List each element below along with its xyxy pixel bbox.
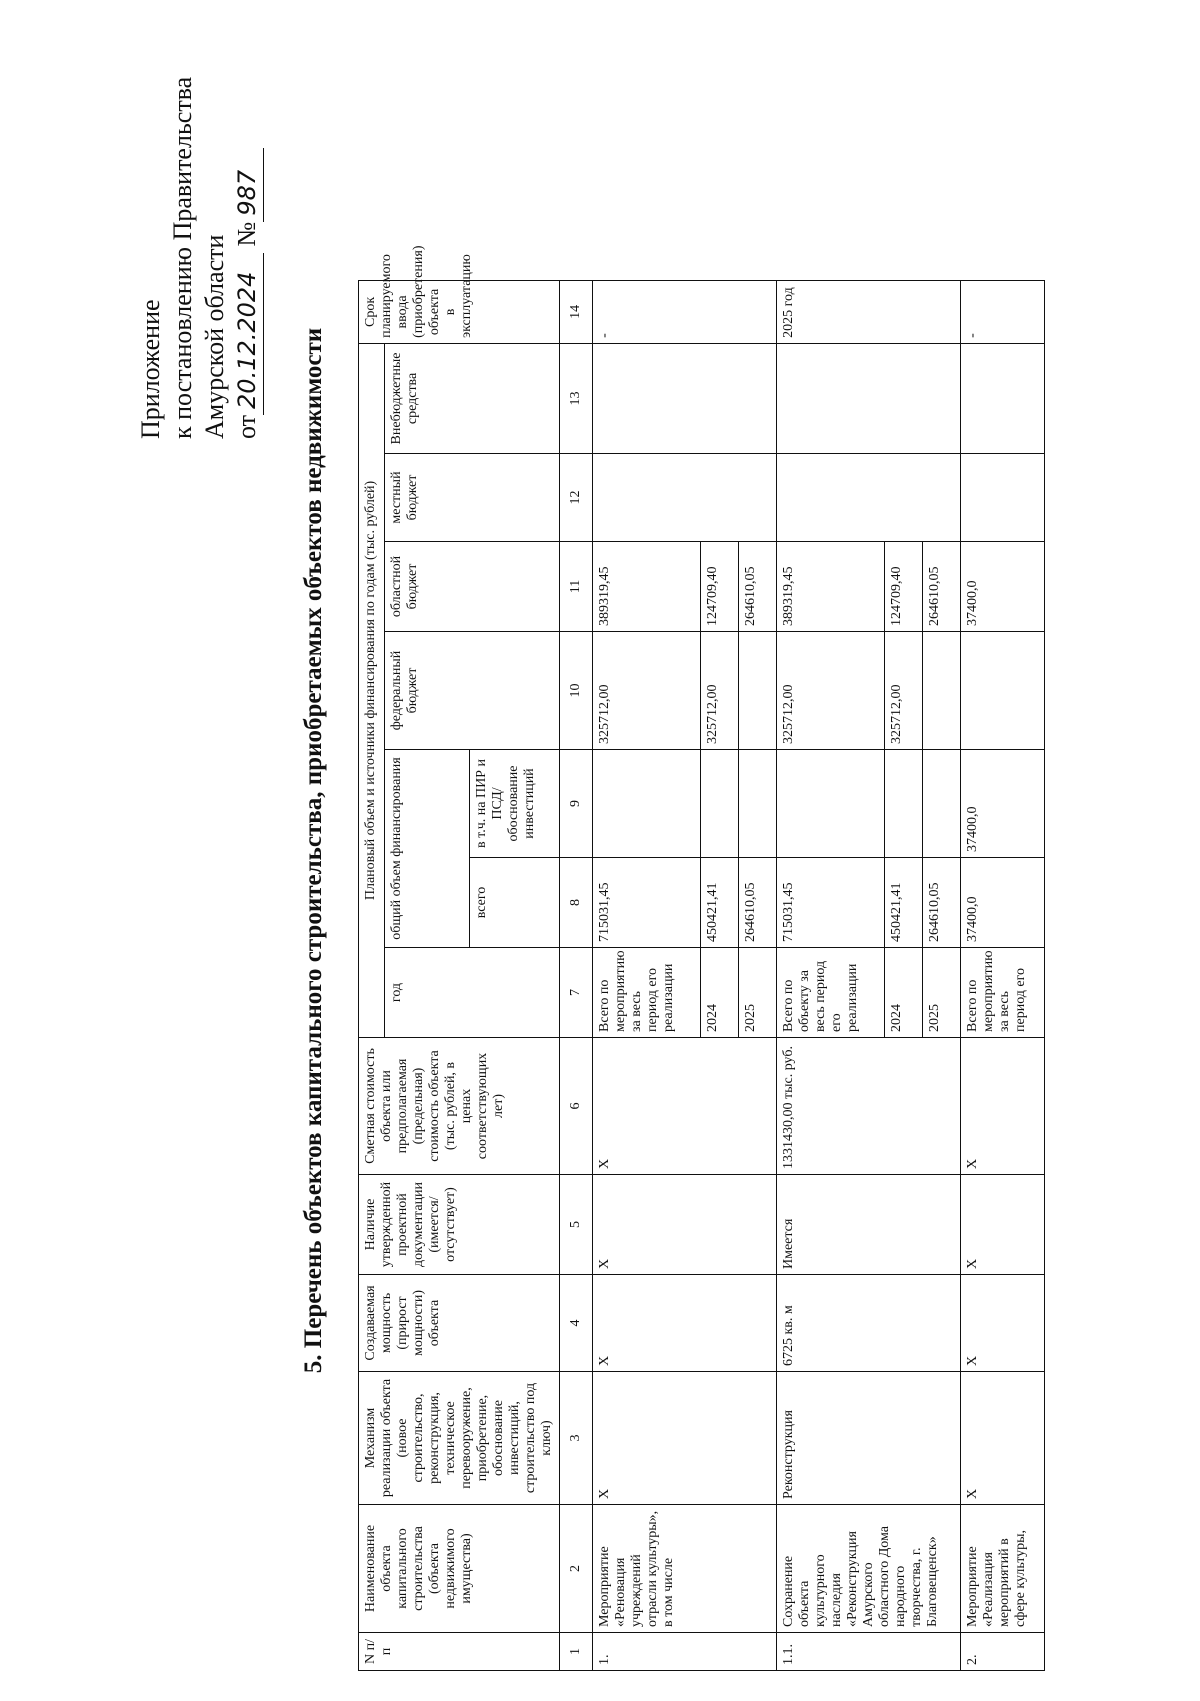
row-local [593,454,777,542]
row-regional: 124709,40 [701,542,739,632]
header-year: год [385,948,560,1038]
row-pir [885,750,923,858]
row-term: - [593,280,777,343]
row-term: 2025 год [777,280,961,343]
table-row [593,280,701,1670]
number-label: № [232,221,261,247]
row-regional: 124709,40 [885,542,923,632]
row-power: Х [593,1275,777,1372]
row-total: 715031,45 [593,858,701,948]
row-mechanism: Реконструкция [777,1372,961,1505]
index-cell: 1 [560,1633,593,1671]
row-regional: 389319,45 [777,542,885,632]
row-term: - [961,280,1045,343]
index-cell: 12 [560,454,593,542]
appendix-line2: к постановлению Правительства [168,76,197,439]
appendix-date-line [231,19,264,439]
header-name: Наименование объекта капитального строительства (объекта недвижимого имущества) [359,1505,560,1633]
from-label: от [232,414,261,439]
table-row [777,280,885,1670]
appendix-line1: Приложение [136,299,165,439]
header-power: Создаваемая мощность (прирост мощности) объекта [359,1275,560,1372]
row-federal: 325712,00 [885,632,923,750]
header-financing-group: Плановый объем и источники финансирования по годам (тыс. рублей) [359,343,385,1037]
row-pir: 37400,0 [961,750,1045,858]
row-federal: 325712,00 [593,632,701,750]
document-title: 5. Перечень объектов капитального строительства, приобретаемых объектов недвижимости [300,327,327,1374]
row-year: 2025 [739,948,777,1038]
appendix-block [135,19,264,439]
row-pir [701,750,739,858]
appendix-line3: Амурской области [200,234,229,439]
header-pir: в т.ч. на ПИР и ПСД/ обоснование инвестиций [470,750,560,858]
row-federal: 325712,00 [777,632,885,750]
row-regional: 264610,05 [739,542,777,632]
index-cell: 2 [560,1505,593,1633]
index-cell: 6 [560,1038,593,1175]
row-regional: 37400,0 [961,542,1045,632]
row-extrabudget [777,343,961,453]
table-row [961,280,1045,1670]
index-cell: 11 [560,542,593,632]
row-docs: Х [593,1175,777,1275]
header-num: N п/п [359,1633,560,1671]
index-cell: 14 [560,280,593,343]
row-year: Всего по мероприятию за весь период его реализации [593,948,701,1038]
row-extrabudget [961,343,1045,453]
index-cell: 13 [560,343,593,453]
row-total: 37400,0 [961,858,1045,948]
row-pir [777,750,885,858]
header-extrabudget: Внебюджетные средства [385,343,560,453]
row-pir [739,750,777,858]
index-cell: 10 [560,632,593,750]
row-pir [923,750,961,858]
row-year: 2024 [885,948,923,1038]
row-number: 1. [593,1633,777,1671]
row-year: 2024 [701,948,739,1038]
header-mechanism: Механизм реализации объекта (новое строительство, реконструкция, техническое перевооружение, приобретение, обоснование инвестиций, строительство под ключ) [359,1372,560,1505]
row-mechanism: Х [593,1372,777,1505]
row-pir [593,750,701,858]
header-cost: Сметная стоимость объекта или предполагаемая (предельная) стоимость объекта (тыс. рублей, в ценах соответствующих лет) [359,1038,560,1175]
row-local [961,454,1045,542]
row-regional: 264610,05 [923,542,961,632]
objects-table [358,245,1045,1671]
index-cell: 5 [560,1175,593,1275]
column-index-row [560,280,593,1670]
row-power: 6725 кв. м [777,1275,961,1372]
row-year: 2025 [923,948,961,1038]
row-cost: 1331430,00 тыс. руб. [777,1038,961,1175]
row-total: 450421,41 [885,858,923,948]
row-federal [923,632,961,750]
row-extrabudget [593,343,777,453]
row-docs: Имеется [777,1175,961,1275]
row-name: Сохранение объекта культурного наследия «Реконструкция Амурского областного Дома народного творчества, г. Благовещенск» [777,1505,961,1633]
handwritten-date: 20.12.2024 [231,253,264,415]
row-year: Всего по мероприятию за весь период его [961,948,1045,1038]
header-federal: федеральный бюджет [385,632,560,750]
row-federal [739,632,777,750]
index-cell: 8 [560,858,593,948]
handwritten-number: 987 [231,148,264,222]
row-federal [961,632,1045,750]
header-total: всего [470,858,560,948]
header-regional: областной бюджет [385,542,560,632]
row-regional: 389319,45 [593,542,701,632]
row-mechanism: Х [961,1372,1045,1505]
row-total: 715031,45 [777,858,885,948]
index-cell: 9 [560,750,593,858]
row-federal: 325712,00 [701,632,739,750]
row-number: 1.1. [777,1633,961,1671]
row-name: Мероприятие «Реализация мероприятий в сфере культуры, [961,1505,1045,1633]
row-cost: Х [961,1038,1045,1175]
header-term: Срок планируемого ввода (приобретения) объекта в эксплуатацию [359,280,560,343]
row-docs: Х [961,1175,1045,1275]
index-cell: 3 [560,1372,593,1505]
header-local: местный бюджет [385,454,560,542]
row-number: 2. [961,1633,1045,1671]
header-docs: Наличие утвержденной проектной документации (имеется/ отсутствует) [359,1175,560,1275]
index-cell: 4 [560,1275,593,1372]
row-local [777,454,961,542]
row-year: Всего по объекту за весь период его реализации [777,948,885,1038]
row-total: 264610,05 [739,858,777,948]
row-cost: Х [593,1038,777,1175]
index-cell: 7 [560,948,593,1038]
row-power: Х [961,1275,1045,1372]
row-total: 264610,05 [923,858,961,948]
row-total: 450421,41 [701,858,739,948]
header-total-group: общий объем финансирования [385,750,470,948]
row-name: Мероприятие «Реновация учреждений отрасли культуры», в том числе [593,1505,777,1633]
